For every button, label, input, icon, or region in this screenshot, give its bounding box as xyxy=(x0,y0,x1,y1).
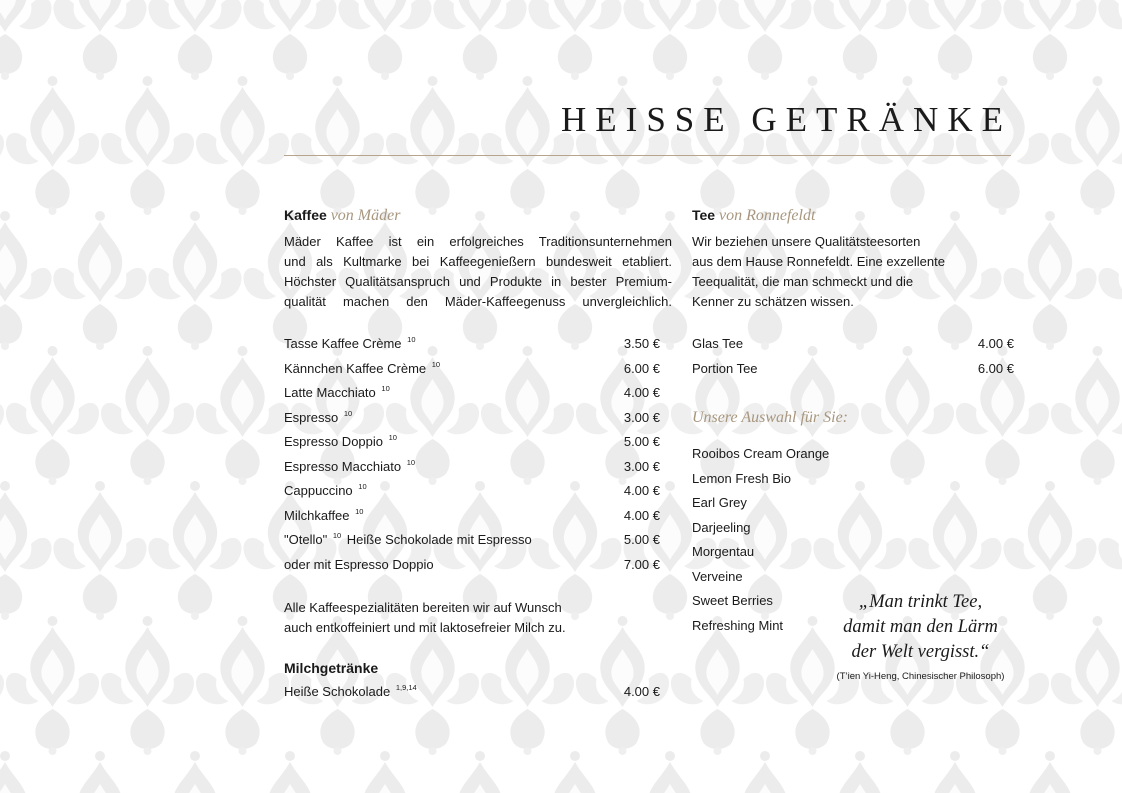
tea-quote xyxy=(818,590,1023,684)
tea-variety: Verveine xyxy=(692,568,743,584)
menu-item xyxy=(284,357,672,382)
coffee-intro-line: Mäder Kaffee ist ein erfolgreiches Traditionsunternehmen xyxy=(284,234,672,249)
tea-variety: Earl Grey xyxy=(692,495,747,510)
coffee-heading xyxy=(284,205,672,225)
menu-item-price: 4.00 € xyxy=(623,385,660,400)
allergen-code: 10 xyxy=(431,359,441,369)
menu-item-price: 7.00 € xyxy=(623,556,660,572)
menu-item-name: Tasse Kaffee Crème xyxy=(284,336,402,351)
menu-item-name-wrap xyxy=(284,357,442,382)
quote-line: der Welt vergisst.“ xyxy=(851,642,990,662)
menu-item-name-wrap xyxy=(284,430,399,455)
menu-item-price: 4.00 € xyxy=(623,684,660,699)
allergen-code: 10 xyxy=(388,433,397,442)
tea-brand: von Ronnefeldt xyxy=(718,207,816,224)
allergen-code: 10 xyxy=(358,482,367,491)
allergen-code: 10 xyxy=(381,384,390,393)
menu-item xyxy=(692,357,1014,382)
menu-item-price: 3.50 € xyxy=(623,336,660,351)
menu-item-name-wrap xyxy=(284,504,365,529)
tea-heading-label: Tee xyxy=(692,207,716,223)
allergen-code: 1,9,14 xyxy=(395,683,417,692)
menu-item-name: Espresso Doppio xyxy=(284,434,383,449)
menu-item xyxy=(284,455,672,480)
quote-line: damit man den Lärm xyxy=(843,617,998,637)
menu-item-name: Espresso Macchiato xyxy=(284,458,402,474)
allergen-code: 10 xyxy=(407,335,416,344)
menu-item-price: 6.00 € xyxy=(623,360,660,376)
menu-item-name: "Otello" xyxy=(284,532,328,547)
allergen-code: 10 xyxy=(343,408,353,418)
tea-column xyxy=(692,205,1014,638)
menu-item xyxy=(284,430,672,455)
tea-intro-line: Teequalität, die man schmeckt und die xyxy=(692,274,914,289)
coffee-intro-line: und als Kultmarke bei Kaffeegenießern bundesweit etabliert. xyxy=(284,254,672,269)
menu-item-name: Glas Tee xyxy=(692,336,744,351)
menu-item-name-wrap xyxy=(284,332,418,357)
title-divider xyxy=(284,155,1011,156)
menu-item-price: 4.00 € xyxy=(623,483,660,498)
tea-intro-line: Wir beziehen unsere Qualitätsteesorten xyxy=(692,234,921,249)
menu-item xyxy=(284,504,672,529)
menu-item-name: Portion Tee xyxy=(692,360,758,376)
menu-item-price: 4.00 € xyxy=(977,336,1014,351)
menu-item-price: 4.00 € xyxy=(623,507,660,523)
tea-variety: Darjeeling xyxy=(692,519,751,535)
menu-item-name-wrap xyxy=(284,528,532,553)
tea-variety: Lemon Fresh Bio xyxy=(692,470,791,486)
menu-item-name-wrap xyxy=(284,479,369,504)
menu-item xyxy=(284,332,672,357)
coffee-intro-line: qualität machen den Mäder-Kaffeegenuss unvergleichlich. xyxy=(284,294,672,309)
milk-heading: Milchgetränke xyxy=(284,660,379,676)
milk-menu-list xyxy=(284,680,672,705)
tea-menu-list xyxy=(692,332,1014,381)
menu-item-name: Heiße Schokolade xyxy=(284,684,391,699)
menu-item-name-wrap xyxy=(284,381,392,406)
coffee-note-line: auch entkoffeiniert und mit laktosefreier Milch zu. xyxy=(284,620,566,635)
page-title: HEISSE GETRÄNKE xyxy=(561,100,1012,139)
coffee-intro-line: Höchster Qualitätsanspruch und Produkte in bester Premium- xyxy=(284,274,672,289)
menu-item-name: Kännchen Kaffee Crème xyxy=(284,360,427,376)
menu-item-price: 5.00 € xyxy=(623,434,660,449)
allergen-code: 10 xyxy=(355,506,364,516)
tea-variety: Sweet Berries xyxy=(692,593,773,608)
tea-heading xyxy=(692,205,1014,225)
quote-source: (T’ien Yi-Heng, Chinesischer Philosoph) xyxy=(836,671,1005,682)
menu-item-price: 3.00 € xyxy=(623,409,660,425)
menu-item-name-wrap xyxy=(284,680,419,705)
menu-item xyxy=(284,553,672,578)
menu-item-price: 5.00 € xyxy=(623,532,660,547)
menu-item-description: Heiße Schokolade mit Espresso xyxy=(346,532,532,547)
tea-variety: Rooibos Cream Orange xyxy=(692,446,830,461)
menu-item-name: Cappuccino xyxy=(284,483,353,498)
menu-item xyxy=(284,381,672,406)
quote-line: „Man trinkt Tee, xyxy=(858,592,983,612)
tea-variety: Morgentau xyxy=(692,544,755,559)
menu-item xyxy=(284,528,672,553)
menu-item xyxy=(284,406,672,431)
tea-intro-line: aus dem Hause Ronnefeldt. Eine exzellente xyxy=(692,254,945,269)
menu-item-name-wrap xyxy=(284,455,417,480)
tea-intro xyxy=(692,232,1014,312)
menu-item-name: Latte Macchiato xyxy=(284,385,376,400)
allergen-code: 10 xyxy=(406,457,416,467)
coffee-menu-list xyxy=(284,332,672,577)
menu-item xyxy=(692,332,1014,357)
menu-item-price: 3.00 € xyxy=(623,458,660,474)
menu-item xyxy=(284,479,672,504)
tea-selection-heading: Unsere Auswahl für Sie: xyxy=(692,409,848,426)
menu-item-price: 6.00 € xyxy=(977,360,1014,376)
coffee-note xyxy=(284,598,672,638)
menu-item-name: Espresso xyxy=(284,409,339,425)
menu-item-name: oder mit Espresso Doppio xyxy=(284,556,434,572)
coffee-intro xyxy=(284,232,672,312)
allergen-code: 10 xyxy=(332,531,342,540)
menu-item xyxy=(284,680,672,705)
coffee-column xyxy=(284,205,672,705)
tea-intro-line: Kenner zu schätzen wissen. xyxy=(692,294,854,309)
menu-item-name-wrap xyxy=(284,406,354,431)
menu-item-name: Milchkaffee xyxy=(284,507,350,523)
coffee-brand: von Mäder xyxy=(330,207,401,224)
tea-variety: Refreshing Mint xyxy=(692,617,784,633)
coffee-note-line: Alle Kaffeespezialitäten bereiten wir auf Wunsch xyxy=(284,600,562,615)
coffee-heading-label: Kaffee xyxy=(284,207,327,223)
